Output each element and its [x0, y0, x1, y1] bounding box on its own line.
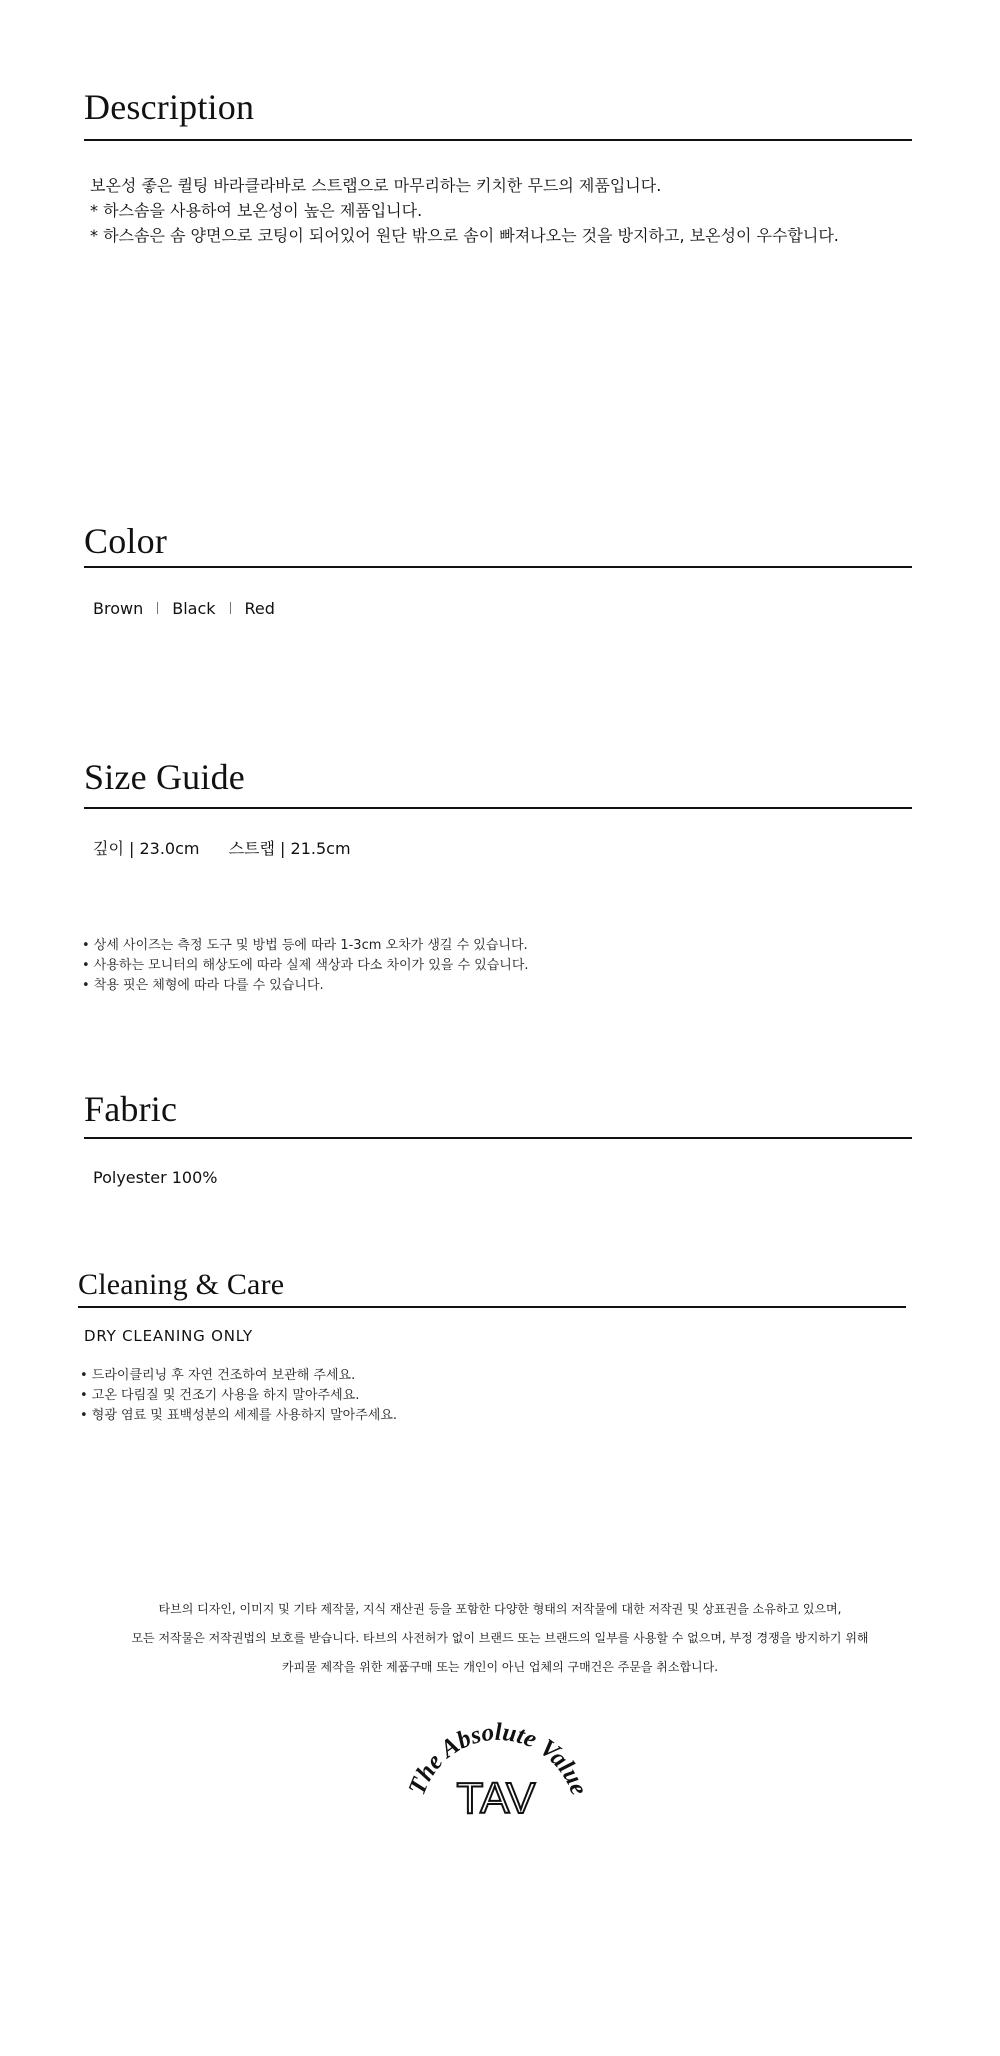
description-line: 보온성 좋은 퀼팅 바라클라바로 스트랩으로 마무리하는 키치한 무드의 제품입니다. [90, 176, 662, 195]
size-note: • 사용하는 모니터의 해상도에 따라 실제 색상과 다소 차이가 있을 수 있습니다. [82, 958, 529, 973]
measurement-label: 스트랩 [228, 839, 275, 858]
care-notes [80, 1366, 397, 1426]
description-line: * 하스솜은 솜 양면으로 코팅이 되어있어 원단 밖으로 솜이 빠져나오는 것을 방지하고, 보온성이 우수합니다. [90, 226, 839, 245]
color-option-red: Red [244, 599, 275, 618]
fabric-heading: Fabric [84, 1089, 178, 1129]
description-body [90, 173, 839, 248]
fabric-divider [84, 1137, 912, 1139]
size-guide-heading: Size Guide [84, 757, 245, 797]
care-note: • 드라이클리닝 후 자연 건조하여 보관해 주세요. [80, 1368, 356, 1383]
color-divider [84, 566, 912, 568]
care-divider [78, 1306, 906, 1308]
measurement-strap: 스트랩 | 21.5cm [228, 839, 351, 858]
size-notes [82, 936, 529, 996]
size-note: • 상세 사이즈는 측정 도구 및 방법 등에 따라 1-3cm 오차가 생길 수 있습니다. [82, 938, 528, 953]
measurement-depth: 깊이 | 23.0cm [93, 839, 200, 858]
copyright-line: 타브의 디자인, 이미지 및 기타 제작물, 지식 재산권 등을 포함한 다양한 형태의 저작물에 대한 저작권 및 상표권을 소유하고 있으며, [158, 1602, 842, 1616]
measurement-value: 21.5cm [290, 839, 351, 858]
color-option-black: Black [172, 599, 216, 618]
color-separator [157, 602, 158, 614]
copyright-line: 모든 저작물은 저작권법의 보호를 받습니다. 타브의 사전허가 없이 브랜드 또는 브랜드의 일부를 사용할 수 없으며, 부정 경쟁을 방지하기 위해 [131, 1631, 869, 1645]
logo-mark: TAV [456, 1774, 536, 1823]
fabric-composition: Polyester 100% [93, 1168, 218, 1187]
copyright-line: 카피물 제작을 위한 제품구매 또는 개인이 아닌 업체의 구매건은 주문을 취소합니다. [281, 1660, 719, 1674]
description-divider [84, 139, 912, 141]
color-heading: Color [84, 521, 168, 561]
size-guide-divider [84, 807, 912, 809]
color-option-brown: Brown [93, 599, 144, 618]
care-note: • 고온 다림질 및 건조기 사용을 하지 말아주세요. [80, 1388, 360, 1403]
care-heading: Cleaning & Care [78, 1268, 285, 1301]
description-heading: Description [84, 87, 255, 127]
size-note: • 착용 핏은 체형에 따라 다를 수 있습니다. [82, 978, 324, 993]
size-measurements [93, 836, 351, 861]
logo-svg [400, 1710, 590, 1828]
color-options [93, 596, 275, 621]
color-separator [230, 602, 231, 614]
care-note: • 형광 염료 및 표백성분의 세제를 사용하지 말아주세요. [80, 1408, 398, 1423]
description-line: * 하스솜을 사용하여 보온성이 높은 제품입니다. [90, 201, 423, 220]
measurement-value: 23.0cm [139, 839, 200, 858]
measurement-label: 깊이 [93, 839, 124, 858]
brand-logo [400, 1710, 590, 1828]
care-instruction: DRY CLEANING ONLY [84, 1327, 253, 1345]
logo-arc-text: The Absolute Value [403, 1718, 590, 1799]
